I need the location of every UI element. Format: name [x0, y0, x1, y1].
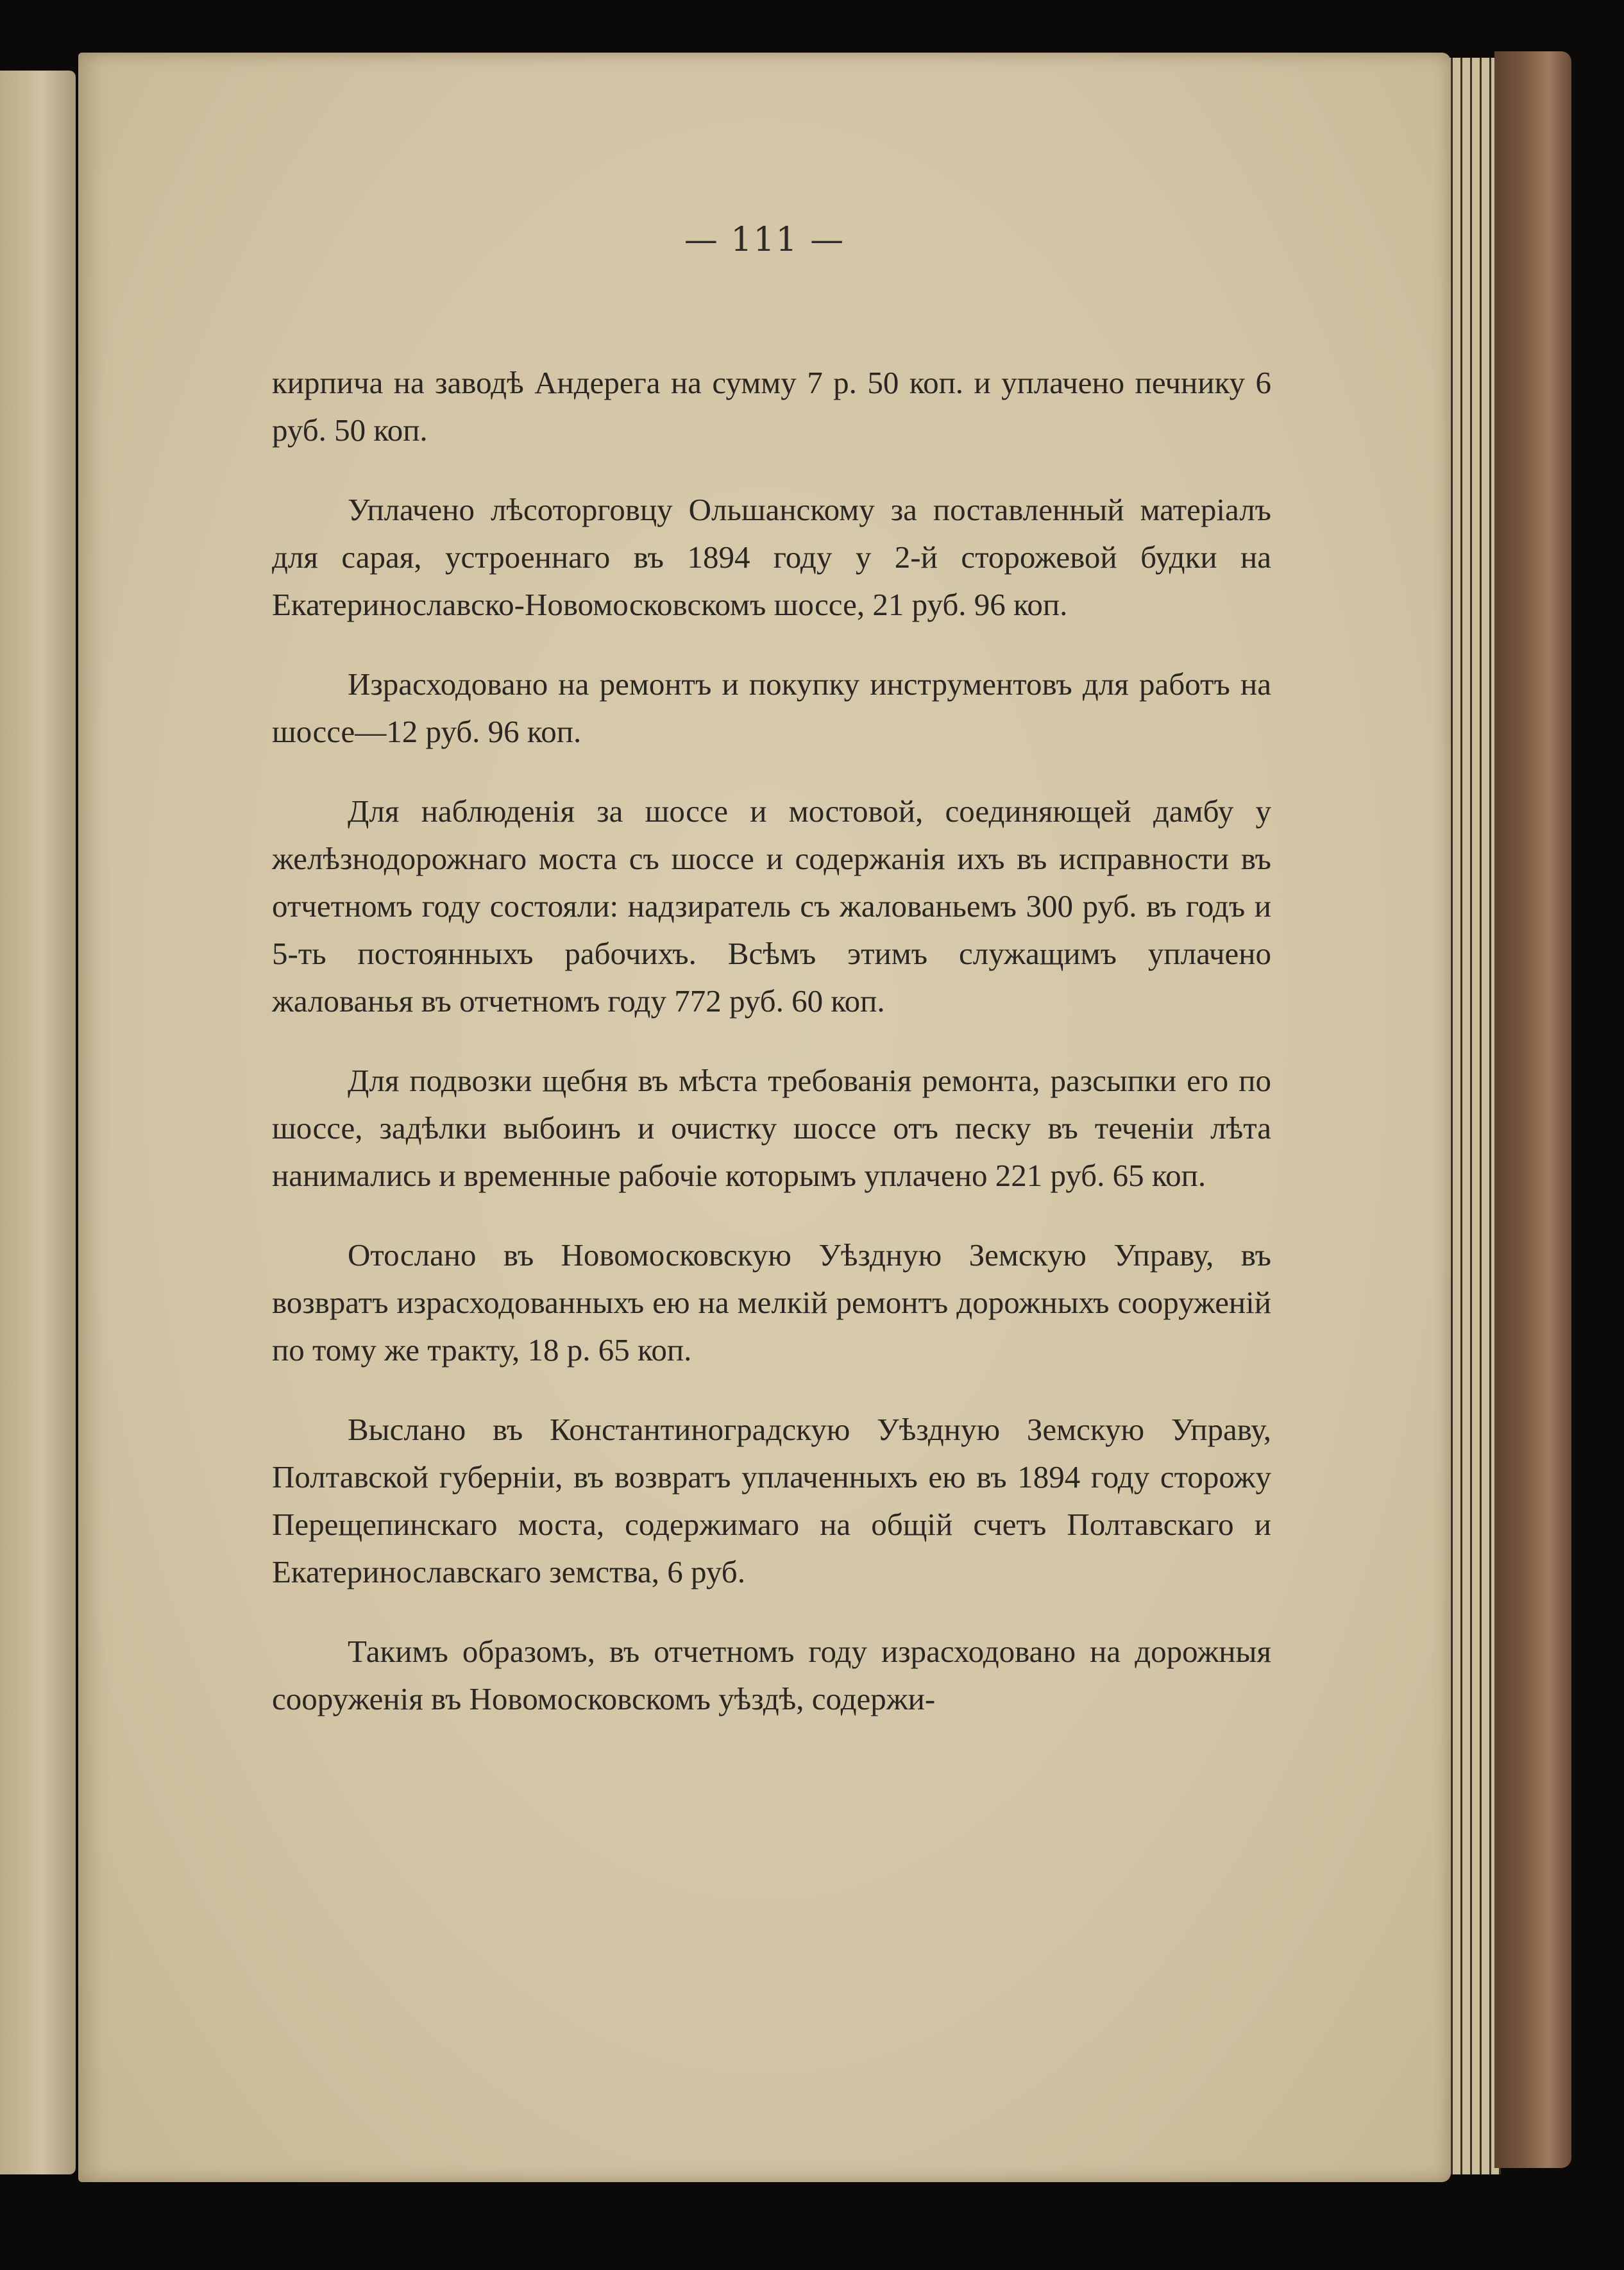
paragraph: кирпича на заводѣ Андерега на сумму 7 р. 50 коп. и уплачено печнику 6 руб. 50 коп.: [272, 365, 1271, 448]
paragraph: Для подвозки щебня въ мѣста требованія ремонта, разсыпки его по шоссе, задѣлки выбоинъ и очистку шоссе отъ песку въ теченіи лѣта нанимались и временные рабочіе которымъ уплачено 221 руб. 65 коп.: [272, 1063, 1271, 1193]
book-cover-edge: [1494, 51, 1571, 2168]
paragraph: Отослано въ Новомосковскую Уѣздную Земскую Управу, въ возвратъ израсходованныхъ ею на мелкій ремонтъ дорожныхъ сооруженій по тому же тракту, 18 р. 65 коп.: [272, 1237, 1271, 1368]
page-body: [272, 359, 1271, 1755]
paragraph: Израсходовано на ремонтъ и покупку инструментовъ для работъ на шоссе—12 руб. 96 коп.: [272, 666, 1271, 749]
page-stack-edges: [1443, 58, 1501, 2174]
page-number: — 111 —: [684, 221, 845, 259]
document-page: [78, 53, 1451, 2182]
paragraph: Уплачено лѣсоторговцу Ольшанскому за поставленный матеріалъ для сарая, устроеннаго въ 1894 году у 2-й сторожевой будки на Екатеринославско-Новомосковскомъ шоссе, 21 руб. 96 коп.: [272, 492, 1271, 622]
paragraph: Для наблюденія за шоссе и мостовой, соединяющей дамбу у желѣзнодорожнаго моста съ шоссе и содержанія ихъ въ исправности въ отчетномъ году состояли: надзиратель съ жалованьемъ 300 руб. въ годъ и 5-ть постоянныхъ рабочихъ. Всѣмъ этимъ служащимъ уплачено жалованья въ отчетномъ году 772 руб. 60 коп.: [272, 793, 1271, 1019]
paragraph: Выслано въ Константиноградскую Уѣздную Земскую Управу, Полтавской губерніи, въ возвратъ уплаченныхъ ею въ 1894 году сторожу Перещепинскаго моста, содержимаго на общій счетъ Полтавскаго и Екатеринославскаго земства, 6 руб.: [272, 1412, 1271, 1589]
paragraph: Такимъ образомъ, въ отчетномъ году израсходовано на дорожныя сооруженія въ Новомосковскомъ уѣздѣ, содержи-: [272, 1634, 1271, 1716]
previous-page-edge: [0, 71, 76, 2174]
